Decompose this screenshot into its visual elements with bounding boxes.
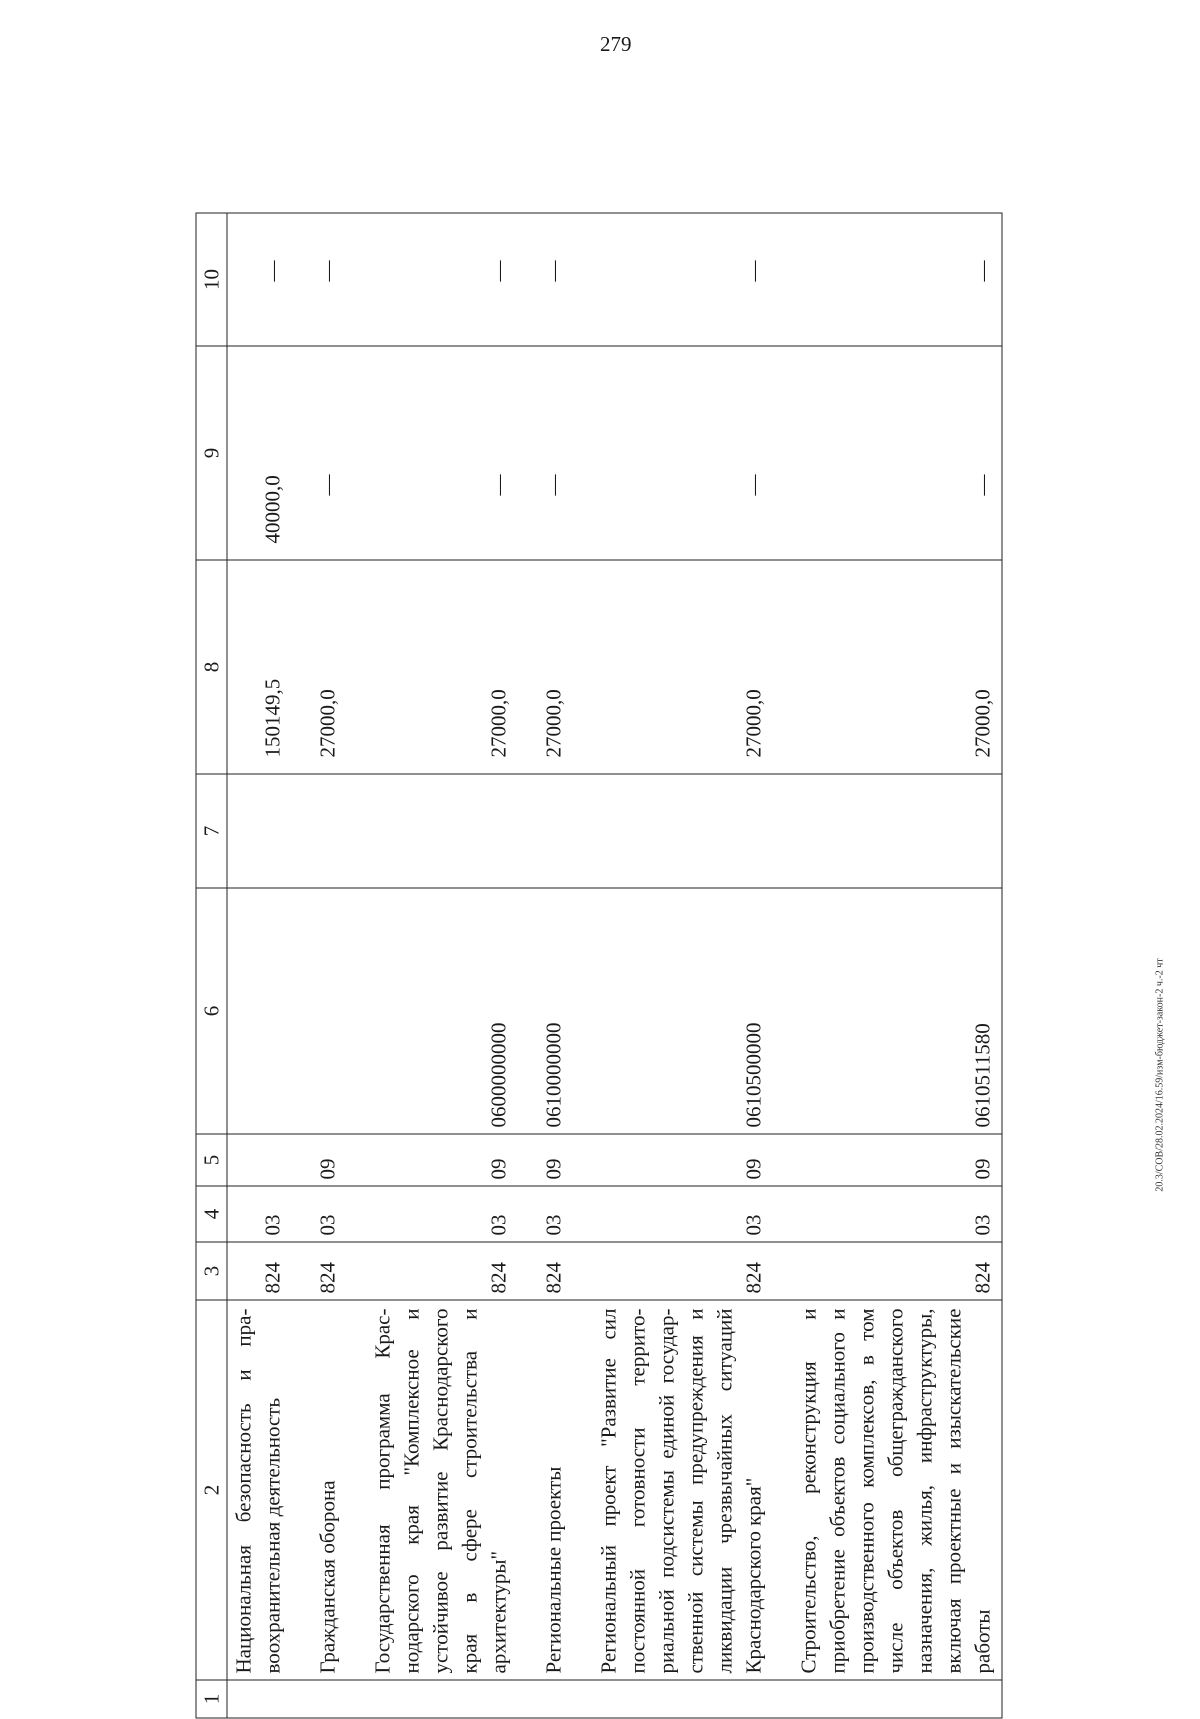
cell-name: Региональный проект "Развитие сил постоянной готовности территориальной подсистемы единой государственной системы предупреждения и ликвидации чрезвычайных ситуаций Краснодарского края" xyxy=(573,1300,773,1680)
cell-subsection-code: 09 xyxy=(773,1134,1003,1186)
cell-subsection-code: 09 xyxy=(518,1134,573,1186)
cell-expense-type xyxy=(227,774,292,888)
cell-target-article: 0610511580 xyxy=(773,888,1003,1134)
table-row xyxy=(773,213,1003,1718)
cell-ministry-code: 824 xyxy=(227,1242,292,1300)
cell-section-code: 03 xyxy=(773,1186,1003,1242)
cell-ministry-code: 824 xyxy=(347,1242,518,1300)
header-cell-3: 3 xyxy=(196,1242,227,1300)
header-cell-5: 5 xyxy=(196,1134,227,1186)
cell-amount-col10: — xyxy=(518,213,573,346)
cell-amount-col10: — xyxy=(227,213,292,346)
cell-expense-type xyxy=(347,774,518,888)
cell-ministry-code: 824 xyxy=(292,1242,347,1300)
cell-amount-col9: — xyxy=(573,346,773,560)
cell-amount: 27000,0 xyxy=(518,560,573,774)
header-cell-8: 8 xyxy=(196,560,227,774)
cell-target-article xyxy=(292,888,347,1134)
cell-amount: 150149,5 xyxy=(227,560,292,774)
cell-ministry-code: 824 xyxy=(573,1242,773,1300)
table-header xyxy=(196,213,227,1718)
header-cell-10: 10 xyxy=(196,213,227,346)
cell-target-article: 0600000000 xyxy=(347,888,518,1134)
cell-col-1 xyxy=(347,1680,518,1718)
cell-section-code: 03 xyxy=(573,1186,773,1242)
cell-ministry-code: 824 xyxy=(518,1242,573,1300)
cell-subsection-code xyxy=(227,1134,292,1186)
table-row xyxy=(347,213,518,1718)
cell-amount: 27000,0 xyxy=(292,560,347,774)
cell-target-article: 0610500000 xyxy=(573,888,773,1134)
cell-amount-col10: — xyxy=(292,213,347,346)
cell-section-code: 03 xyxy=(518,1186,573,1242)
cell-amount: 27000,0 xyxy=(347,560,518,774)
cell-subsection-code: 09 xyxy=(573,1134,773,1186)
cell-col-1 xyxy=(773,1680,1003,1718)
header-cell-6: 6 xyxy=(196,888,227,1134)
cell-amount-col10: — xyxy=(573,213,773,346)
header-row xyxy=(196,213,227,1718)
cell-col-1 xyxy=(292,1680,347,1718)
cell-name: Гражданская оборона xyxy=(292,1300,347,1680)
cell-section-code: 03 xyxy=(292,1186,347,1242)
cell-col-1 xyxy=(518,1680,573,1718)
cell-name: Государственная программа Краснодарского края "Комплексное и устойчивое развитие Краснодарского края в сфере строительства и архитектуры" xyxy=(347,1300,518,1680)
cell-ministry-code: 824 xyxy=(773,1242,1003,1300)
cell-amount-col9: — xyxy=(773,346,1003,560)
cell-expense-type xyxy=(573,774,773,888)
cell-amount: 27000,0 xyxy=(773,560,1003,774)
cell-amount: 27000,0 xyxy=(573,560,773,774)
cell-name: Региональные проекты xyxy=(518,1300,573,1680)
cell-amount-col9: — xyxy=(292,346,347,560)
rotated-table-container xyxy=(196,214,1171,1719)
cell-name: Национальная безопасность и правоохранительная деятельность xyxy=(227,1300,292,1680)
cell-target-article xyxy=(227,888,292,1134)
cell-section-code: 03 xyxy=(347,1186,518,1242)
cell-subsection-code: 09 xyxy=(347,1134,518,1186)
cell-section-code: 03 xyxy=(227,1186,292,1242)
table-row xyxy=(518,213,573,1718)
document-footer-code: 20.3/СОВ/28.02.2024/16.59/изм-бюджет-закон-2 ч.-2 чт xyxy=(1154,958,1166,1192)
cell-expense-type xyxy=(292,774,347,888)
header-cell-2: 2 xyxy=(196,1300,227,1680)
cell-amount-col9: 40000,0 xyxy=(227,346,292,560)
cell-expense-type xyxy=(773,774,1003,888)
cell-amount-col9: — xyxy=(518,346,573,560)
page-number: 279 xyxy=(600,32,632,56)
table-row xyxy=(227,213,292,1718)
cell-col-1 xyxy=(227,1680,292,1718)
cell-amount-col10: — xyxy=(773,213,1003,346)
budget-table xyxy=(196,213,1003,1719)
table-row xyxy=(292,213,347,1718)
header-cell-1: 1 xyxy=(196,1680,227,1718)
cell-expense-type xyxy=(518,774,573,888)
cell-col-1 xyxy=(573,1680,773,1718)
cell-amount-col10: — xyxy=(347,213,518,346)
table-row xyxy=(573,213,773,1718)
cell-name: Строительство, реконструкция и приобретение объектов социального и производственного комплексов, в том числе объектов общегражданского назначения, жилья, инфраструктуры, включая проектные и изыскательские работы xyxy=(773,1300,1003,1680)
cell-subsection-code: 09 xyxy=(292,1134,347,1186)
cell-amount-col9: — xyxy=(347,346,518,560)
cell-target-article: 0610000000 xyxy=(518,888,573,1134)
header-cell-7: 7 xyxy=(196,774,227,888)
header-cell-9: 9 xyxy=(196,346,227,560)
table-body xyxy=(227,213,1002,1718)
header-cell-4: 4 xyxy=(196,1186,227,1242)
